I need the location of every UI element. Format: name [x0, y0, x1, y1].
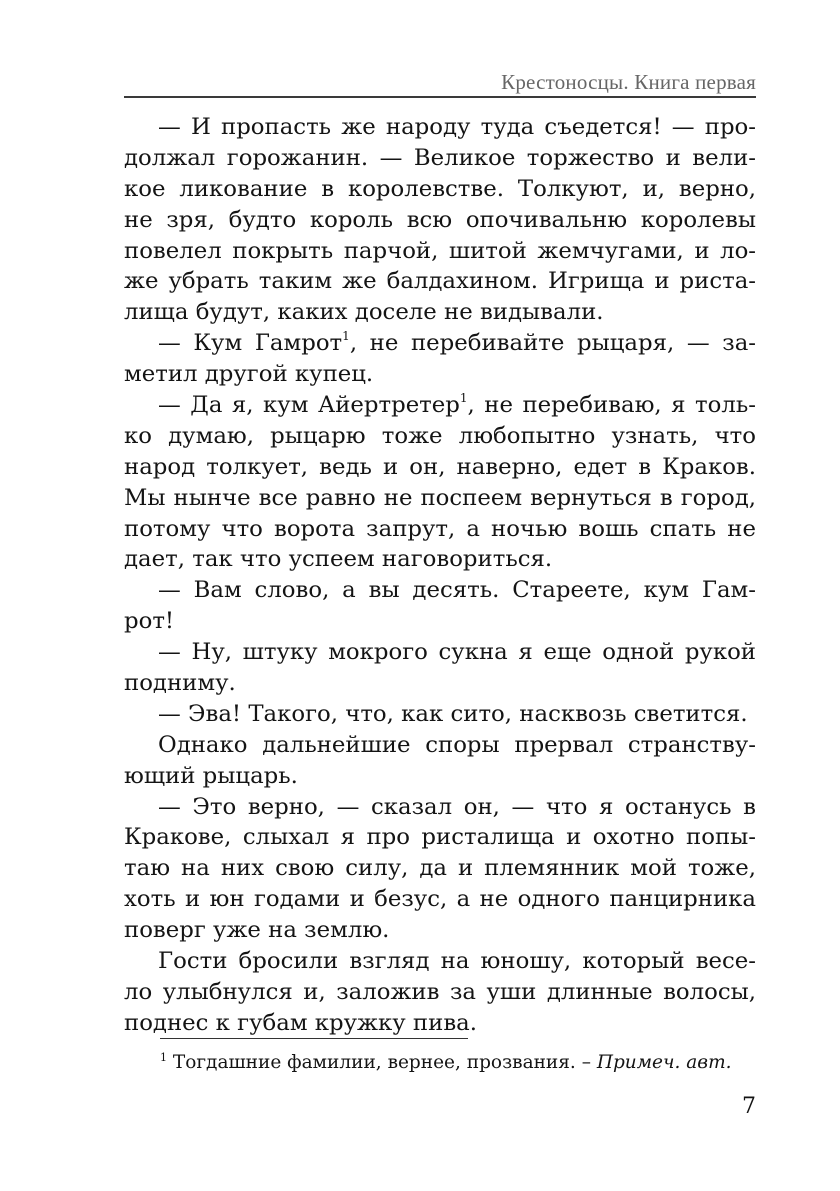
text-line: [124, 390, 756, 421]
text-line: должал горожанин. — Великое торжество и вели-: [124, 144, 756, 171]
text-line: же убрать таким же балдахином. Игрища и риста-: [124, 268, 756, 295]
text-line: Гости бросили взгляд на юношу, который весе-: [158, 948, 756, 975]
text-segment: — Да я, кум Айертретер: [158, 392, 460, 419]
text-line: ло улыбнулся и, заложив за уши длинные волосы,: [124, 978, 756, 1005]
running-head: Крестоносцы. Книга первая: [501, 70, 756, 94]
text-line: лища будут, каких доселе не видывали.: [124, 299, 604, 326]
text-line: народ толкует, ведь и он, наверно, едет в Краков.: [124, 453, 756, 480]
text-line: — Ну, штуку мокрого сукна я еще одной рукой: [158, 639, 756, 666]
footnote-text: Тогдашние фамилии, вернее, прозвания. –: [167, 1052, 597, 1073]
text-line: поверг уже на землю.: [124, 917, 390, 944]
header-rule: [124, 96, 756, 98]
text-line: Мы нынче все равно не поспеем вернуться в город,: [124, 484, 756, 511]
text-line: дает, так что успеем наговориться.: [124, 546, 553, 573]
footnote: [160, 1052, 732, 1073]
text-segment: — Кум Гамрот: [158, 330, 343, 357]
text-line: — Это верно, — сказал он, — что я останусь в: [158, 793, 756, 820]
text-segment: , не перебивайте рыцаря, — за-: [349, 330, 756, 357]
text-line: ющий рыцарь.: [124, 762, 298, 789]
footnote-rule: [160, 1038, 468, 1039]
text-line: — Вам слово, а вы десять. Стареете, кум Гам-: [158, 577, 756, 604]
text-line: Однако дальнейшие споры прервал странству-: [158, 731, 756, 758]
text-line: хоть и юн годами и безус, а не одного панцирника: [124, 886, 756, 913]
text-line: кое ликование в королевстве. Толкуют, и, верно,: [124, 175, 756, 202]
footnote-author-note: Примеч. авт.: [596, 1052, 732, 1073]
footnote-ref: 1: [459, 391, 468, 406]
text-line: ко думаю, рыцарю тоже любопытно узнать, что: [124, 422, 756, 449]
text-line: поднес к губам кружку пива.: [124, 1009, 477, 1036]
text-line: подниму.: [124, 670, 236, 697]
page-number: 7: [742, 1094, 756, 1119]
text-segment: , не перебиваю, я толь-: [467, 392, 756, 419]
text-line: не зря, будто король всю опочивальню королевы: [124, 206, 756, 233]
text-line: метил другой купец.: [124, 361, 374, 388]
text-line: повелел покрыть парчой, шитой жемчугами, и ло-: [124, 237, 756, 264]
text-line: рот!: [124, 608, 175, 635]
text-line: Кракове, слыхал я про ристалища и охотно попы-: [124, 824, 756, 851]
text-line: — И пропасть же народу туда съедется! — про-: [158, 114, 756, 140]
footnote-ref: 1: [342, 329, 350, 344]
text-line: потому что ворота запрут, а ночью вошь спать не: [124, 515, 756, 542]
text-line: — Эва! Такого, что, как сито, насквозь светится.: [158, 700, 748, 727]
text-line: [124, 328, 756, 359]
text-line: таю на них свою силу, да и племянник мой тоже,: [124, 855, 756, 882]
footnote-marker: 1: [160, 1051, 167, 1064]
body-text: [124, 112, 756, 1039]
